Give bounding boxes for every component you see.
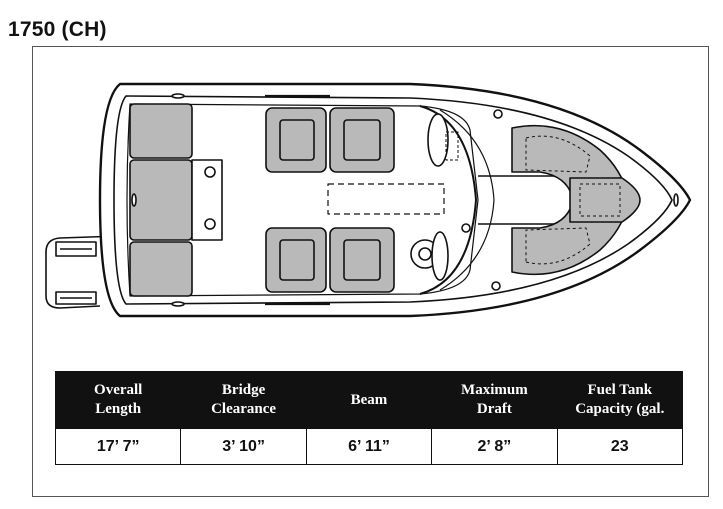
spec-value-row bbox=[56, 429, 683, 465]
value-bridge-clearance: 3’ 10” bbox=[181, 429, 306, 465]
rear-bench-seat bbox=[130, 104, 192, 296]
model-title: 1750 (CH) bbox=[8, 18, 107, 41]
specifications-table bbox=[55, 371, 683, 465]
value-beam: 6’ 11” bbox=[306, 429, 431, 465]
passenger-seat bbox=[266, 228, 394, 292]
helm-seat bbox=[266, 108, 394, 172]
header-overall-length: Overall Length bbox=[56, 372, 181, 429]
spec-header-row bbox=[56, 372, 683, 429]
header-maximum-draft: Maximum Draft bbox=[432, 372, 557, 429]
header-fuel-tank-capacity: Fuel Tank Capacity (gal. bbox=[557, 372, 682, 429]
header-bridge-clearance: Bridge Clearance bbox=[181, 372, 306, 429]
value-maximum-draft: 2’ 8” bbox=[432, 429, 557, 465]
header-beam: Beam bbox=[306, 372, 431, 429]
boat-top-view-drawing bbox=[40, 70, 700, 320]
value-overall-length: 17’ 7” bbox=[56, 429, 181, 465]
value-fuel-tank-capacity: 23 bbox=[557, 429, 682, 465]
